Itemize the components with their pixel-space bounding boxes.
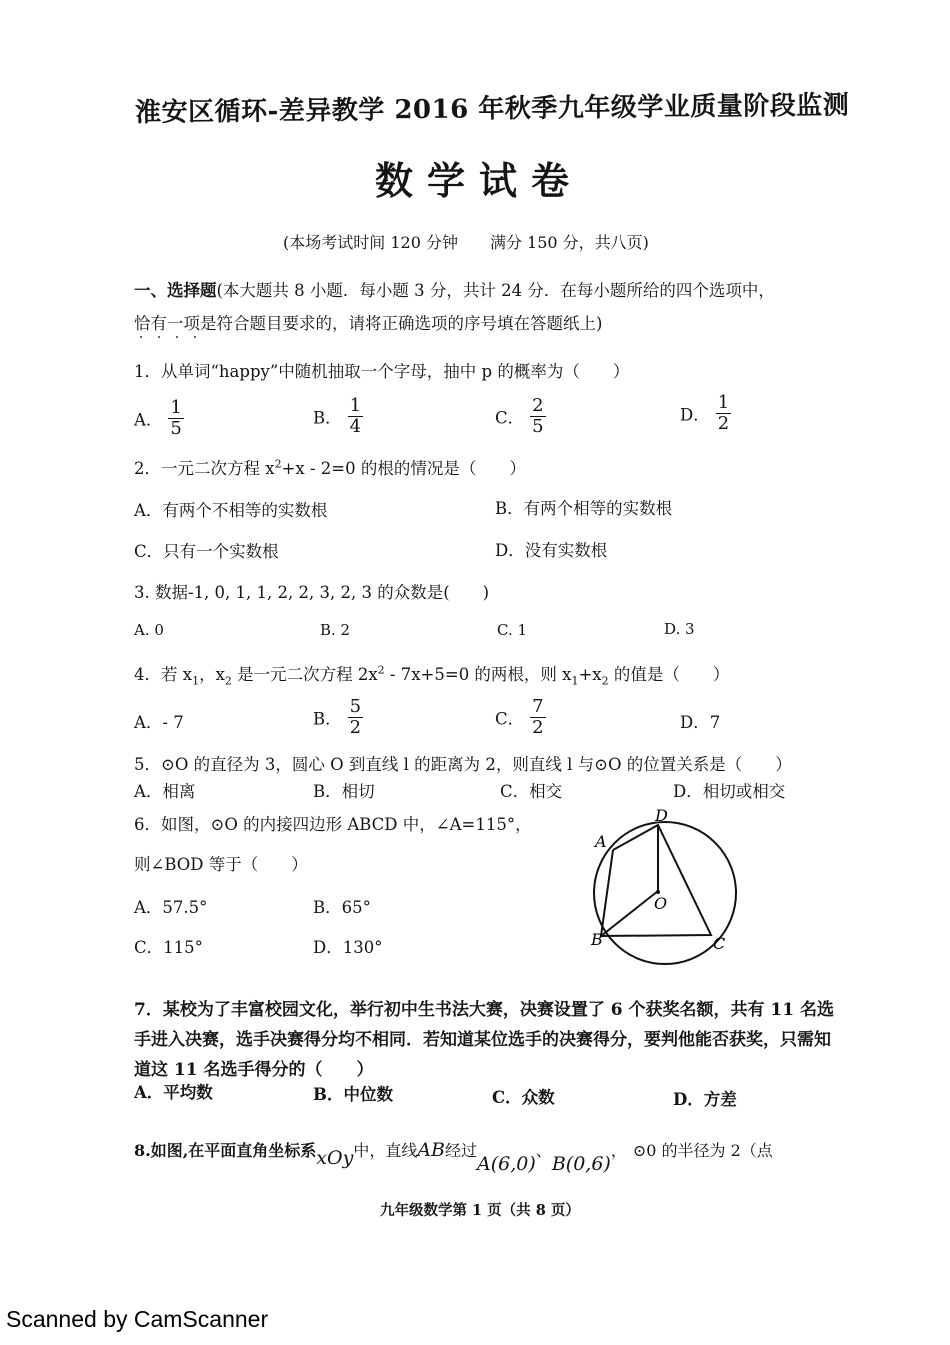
emphasis-dot <box>194 336 196 338</box>
label-o: O <box>654 894 668 913</box>
q1-option-d: D． $\frac{1}{2}$ <box>680 392 730 434</box>
fraction: $\frac{1}{4}$ <box>349 395 362 437</box>
q6-option-d: D．130° <box>313 938 383 957</box>
q3-option-d: D. 3 <box>664 620 695 638</box>
q3-option-c: C. 1 <box>497 621 528 639</box>
q2-option-d: D．没有实数根 <box>495 541 608 560</box>
q2-option-b: B．有两个相等的实数根 <box>495 499 673 518</box>
emphasis-dot <box>140 336 142 338</box>
q4-option-a: A．- 7 <box>134 713 184 732</box>
q2-option-c: C．只有一个实数根 <box>134 542 279 561</box>
question-6-stem-a: 6．如图，⊙O 的内接四边形 ABCD 中，∠A=115°， <box>134 815 532 834</box>
emphasis-dot <box>158 336 160 338</box>
q3-option-b: B. 2 <box>320 621 351 639</box>
label-c: C <box>713 934 726 953</box>
q7-option-b: B．中位数 <box>313 1085 393 1104</box>
section-instruction-b: 恰有一项是符合题目要求的，请将正确选项的序号填在答题纸上) <box>134 314 603 333</box>
q4-option-c: C． $\frac{7}{2}$ <box>495 696 544 738</box>
fraction: $\frac{5}{2}$ <box>349 696 362 738</box>
q2-option-a: A．有两个不相等的实数根 <box>134 501 328 520</box>
q6-option-b: B．65° <box>313 898 371 917</box>
q5-option-d: D．相切或相交 <box>673 782 786 801</box>
q7-option-a: A．平均数 <box>134 1083 213 1102</box>
question-8-stem: 8.如图,在平面直角坐标系xOy中，直线AB经过A(6,0)、B(0,6)， ⊙0 的半径为 2（点 <box>134 1139 773 1175</box>
q7-option-d: D．方差 <box>673 1090 737 1109</box>
fraction: $\frac{1}{5}$ <box>170 397 182 439</box>
q1-option-b: B． $\frac{1}{4}$ <box>313 395 362 437</box>
label-b: B <box>591 930 603 949</box>
q3-option-a: A. 0 <box>134 621 164 639</box>
circle-quadrilateral-figure <box>585 805 745 965</box>
q5-option-a: A．相离 <box>134 782 196 801</box>
subject-title: 数学试卷 <box>375 158 584 203</box>
q5-option-c: C．相交 <box>500 782 563 801</box>
q1-option-c: C． $\frac{2}{5}$ <box>495 395 544 437</box>
question-1-stem: 1．从单词“happy”中随机抽取一个字母，抽中 p 的概率为（ ） <box>134 362 630 381</box>
section-heading: 一、选择题 <box>134 281 217 300</box>
q4-option-d: D．7 <box>680 713 721 732</box>
question-2-stem: 2．一元二次方程 $x^2+x - 2=0$ 的根的情况是（ ） <box>134 457 526 478</box>
question-4-stem: 4．若 $x_1$，$x_2$ 是一元二次方程 $2x^2 - 7x+5=0$ 的两根，则 $x_1+x_2$ 的值是（ ） <box>134 663 730 688</box>
page-footer: 九年级数学第 1 页（共 8 页） <box>380 1202 580 1219</box>
q6-option-c: C．115° <box>134 938 203 957</box>
fraction: $\frac{1}{2}$ <box>717 392 730 434</box>
q4-option-b: B． $\frac{5}{2}$ <box>313 696 362 738</box>
scanner-watermark: Scanned by CamScanner <box>6 1306 269 1332</box>
label-a: A <box>595 832 607 851</box>
fraction: $\frac{2}{5}$ <box>532 395 544 437</box>
q1-option-a: A． $\frac{1}{5}$ <box>134 397 182 439</box>
question-7-stem: 7．某校为了丰富校园文化，举行初中生书法大赛，决赛设置了 6 个获奖名额，共有 11 名选手进入决赛，选手决赛得分均不相同．若知道某位选手的决赛得分，要判他能否获奖，只需知道这 11 名选手得分的（ ） <box>134 1000 834 1080</box>
quadrilateral-abcd <box>601 825 711 936</box>
fraction: $\frac{7}{2}$ <box>532 696 544 738</box>
q6-option-a: A．57.5° <box>134 898 208 917</box>
exam-note: (本场考试时间 120 分钟 满分 150 分，共八页) <box>283 233 649 252</box>
section-instructions <box>134 274 834 340</box>
label-d: D <box>655 806 668 825</box>
section-instruction-a: (本大题共 8 小题．每小题 3 分，共计 24 分．在每小题所给的四个选项中， <box>216 281 775 300</box>
emphasis-dot <box>176 336 178 338</box>
q7-option-c: C．众数 <box>492 1088 555 1107</box>
question-5-stem: 5．⊙O 的直径为 3，圆心 O 到直线 l 的距离为 2，则直线 l 与⊙O 的位置关系是（ ） <box>134 755 792 774</box>
question-6-stem-b: 则∠BOD 等于（ ） <box>134 855 308 874</box>
q5-option-b: B．相切 <box>313 782 375 801</box>
segment-ob <box>601 891 658 936</box>
question-3-stem: 3. 数据-1, 0, 1, 1, 2, 2, 3, 2, 3 的众数是( ) <box>134 583 490 602</box>
exam-title: 淮安区循环-差异教学 2016 年秋季九年级学业质量阶段监测 <box>134 90 850 128</box>
